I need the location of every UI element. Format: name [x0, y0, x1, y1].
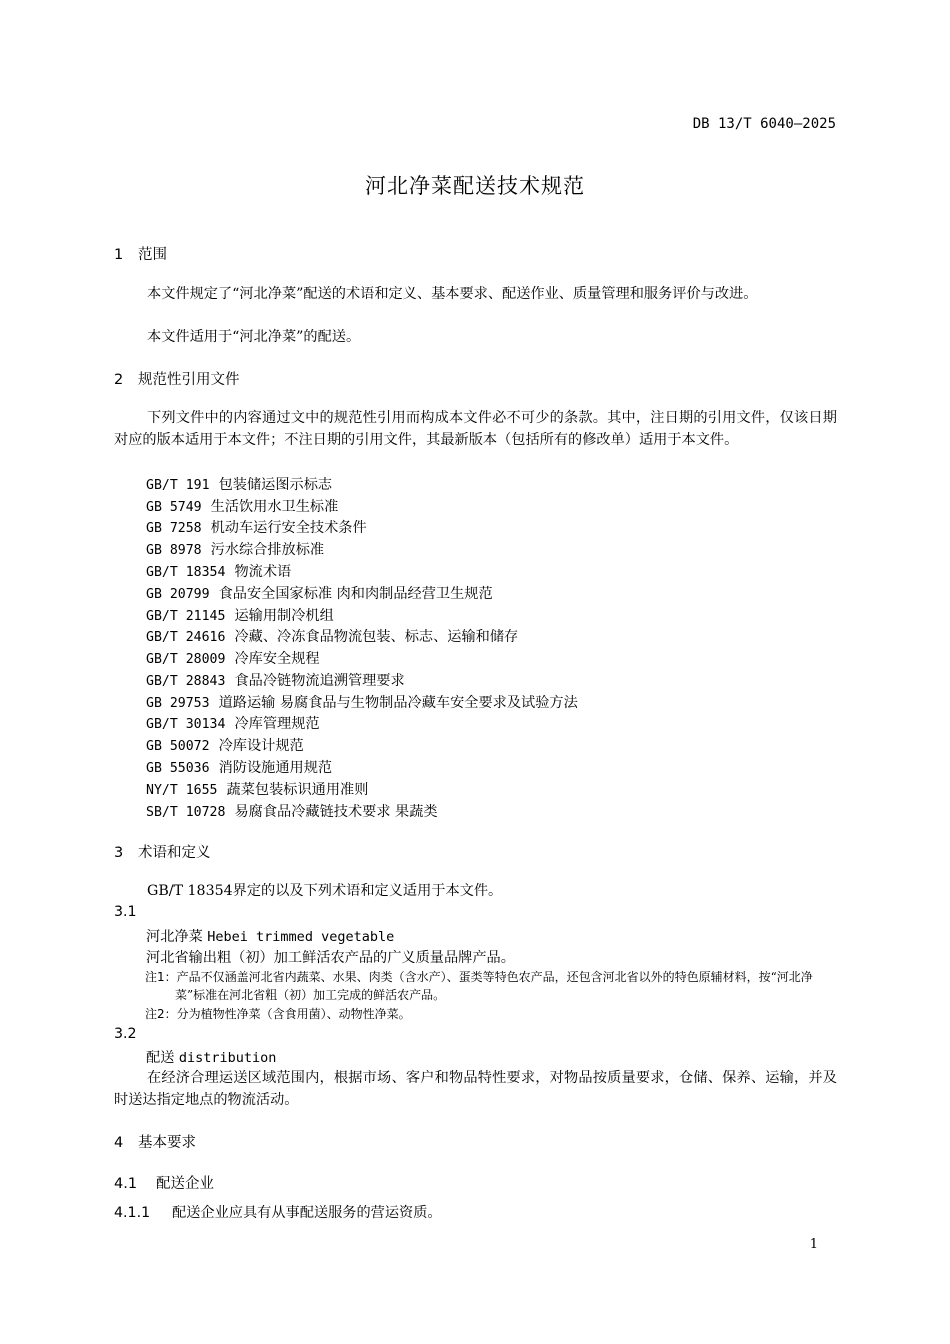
term-number: 3.1	[114, 904, 137, 920]
reference-code: GB/T 18354	[146, 565, 226, 580]
term-number: 3.2	[114, 1026, 137, 1042]
reference-title: 包装储运图示标志	[218, 477, 333, 493]
reference-code: GB/T 21145	[146, 609, 226, 624]
reference-title: 冷藏、冷冻食品物流包装、标志、运输和储存	[234, 629, 519, 645]
section-number: 4.1	[114, 1176, 138, 1192]
term-chinese: 河北净菜	[146, 929, 203, 945]
reference-code: GB/T 28843	[146, 674, 226, 689]
term-heading	[146, 926, 394, 946]
clause-number: 4.1.1	[114, 1205, 151, 1221]
scope-paragraph-1: 本文件规定了“河北净菜”配送的术语和定义、基本要求、配送作业、质量管理和服务评价与改进。	[147, 286, 758, 302]
reference-code: GB 50072	[146, 739, 210, 754]
reference-title: 道路运输 易腐食品与生物制品冷藏车安全要求及试验方法	[218, 695, 578, 711]
section-number: 1	[114, 247, 124, 263]
reference-code: SB/T 10728	[146, 805, 226, 820]
reference-title: 冷库设计规范	[218, 738, 304, 754]
reference-code: GB/T 24616	[146, 630, 226, 645]
reference-title: 冷库管理规范	[234, 716, 320, 732]
reference-title: 物流术语	[234, 564, 292, 580]
reference-item	[146, 517, 367, 537]
term-chinese: 配送	[146, 1050, 175, 1066]
section-number: 3	[114, 845, 124, 861]
reference-title: 消防设施通用规范	[218, 760, 333, 776]
section-number: 2	[114, 372, 124, 388]
reference-item	[146, 605, 334, 625]
term-definition: 河北省输出粗（初）加工鲜活农产品的广义质量品牌产品。	[146, 950, 515, 966]
note-label: 注2：	[145, 1007, 177, 1021]
scope-paragraph-2: 本文件适用于“河北净菜”的配送。	[147, 329, 361, 345]
section-title: 配送企业	[156, 1176, 214, 1192]
section-number: 4	[114, 1135, 124, 1151]
reference-code: GB 29753	[146, 696, 210, 711]
reference-code: GB 55036	[146, 761, 210, 776]
term-english: Hebei trimmed vegetable	[207, 929, 395, 945]
clause-text: 配送企业应具有从事配送服务的营运资质。	[172, 1205, 442, 1221]
standard-number: DB 13/T 6040—2025	[692, 116, 836, 132]
clause-4-1-1	[114, 1202, 442, 1222]
reference-code: GB/T 28009	[146, 652, 226, 667]
term-definition: 在经济合理运送区域范围内，根据市场、客户和物品特性要求，对物品按质量要求，仓储、保养、运输，并及时送达指定地点的物流活动。	[114, 1070, 837, 1108]
section-title: 基本要求	[138, 1135, 196, 1151]
reference-item	[146, 757, 332, 777]
reference-title: 运输用制冷机组	[234, 608, 334, 624]
reference-code: GB 5749	[146, 500, 202, 515]
reference-item	[146, 561, 291, 581]
section-title: 规范性引用文件	[138, 372, 240, 388]
page-number: 1	[809, 1237, 818, 1252]
term-english: distribution	[178, 1050, 277, 1066]
reference-item	[146, 496, 338, 516]
reference-title: 污水综合排放标准	[210, 542, 325, 558]
reference-item	[146, 713, 320, 733]
subsection-4-1-heading	[114, 1172, 214, 1193]
reference-title: 冷库安全规程	[234, 651, 320, 667]
reference-title: 蔬菜包装标识通用准则	[226, 782, 369, 798]
section-3-heading	[114, 841, 211, 862]
reference-item	[146, 583, 493, 603]
term-note-1	[145, 968, 837, 1004]
section-4-heading	[114, 1131, 196, 1152]
reference-code: GB 7258	[146, 521, 202, 536]
normative-references-paragraph: 下列文件中的内容通过文中的规范性引用而构成本文件必不可少的条款。其中，注日期的引用文件，仅该日期对应的版本适用于本文件；不注日期的引用文件，其最新版本（包括所有的修改单）适用于本文件。	[114, 410, 837, 448]
reference-item	[146, 648, 320, 668]
reference-title: 生活饮用水卫生标准	[210, 499, 339, 515]
reference-title: 食品安全国家标准 肉和肉制品经营卫生规范	[218, 586, 493, 602]
section-title: 范围	[138, 247, 167, 263]
reference-code: GB 20799	[146, 587, 210, 602]
reference-title: 易腐食品冷藏链技术要求 果蔬类	[234, 804, 438, 820]
reference-code: GB/T 30134	[146, 717, 226, 732]
reference-title: 食品冷链物流追溯管理要求	[234, 673, 405, 689]
reference-item	[146, 474, 332, 494]
reference-item	[146, 779, 368, 799]
reference-code: GB/T 191	[146, 478, 210, 493]
section-2-heading	[114, 368, 240, 389]
term-heading	[146, 1047, 276, 1067]
note-text: 分为植物性净菜（含食用菌）、动物性净菜。	[176, 1007, 411, 1021]
reference-code: GB 8978	[146, 543, 202, 558]
section-1-heading	[114, 243, 167, 264]
document-title: 河北净菜配送技术规范	[365, 174, 585, 198]
note-text: 产品不仅涵盖河北省内蔬菜、水果、肉类（含水产）、蛋类等特色农产品，还包含河北省以外的特色原辅材料，按“河北净菜”标准在河北省粗（初）加工完成的鲜活农产品。	[175, 970, 813, 1002]
reference-item	[146, 801, 438, 821]
reference-title: 机动车运行安全技术条件	[210, 520, 367, 536]
reference-item	[146, 626, 518, 646]
reference-item	[146, 735, 304, 755]
terms-intro-paragraph: GB/T 18354界定的以及下列术语和定义适用于本文件。	[147, 883, 503, 899]
reference-code: NY/T 1655	[146, 783, 218, 798]
reference-item	[146, 539, 324, 559]
reference-item	[146, 692, 578, 712]
term-note-2	[145, 1005, 837, 1023]
reference-item	[146, 670, 405, 690]
section-title: 术语和定义	[138, 845, 211, 861]
note-label: 注1：	[145, 970, 177, 984]
